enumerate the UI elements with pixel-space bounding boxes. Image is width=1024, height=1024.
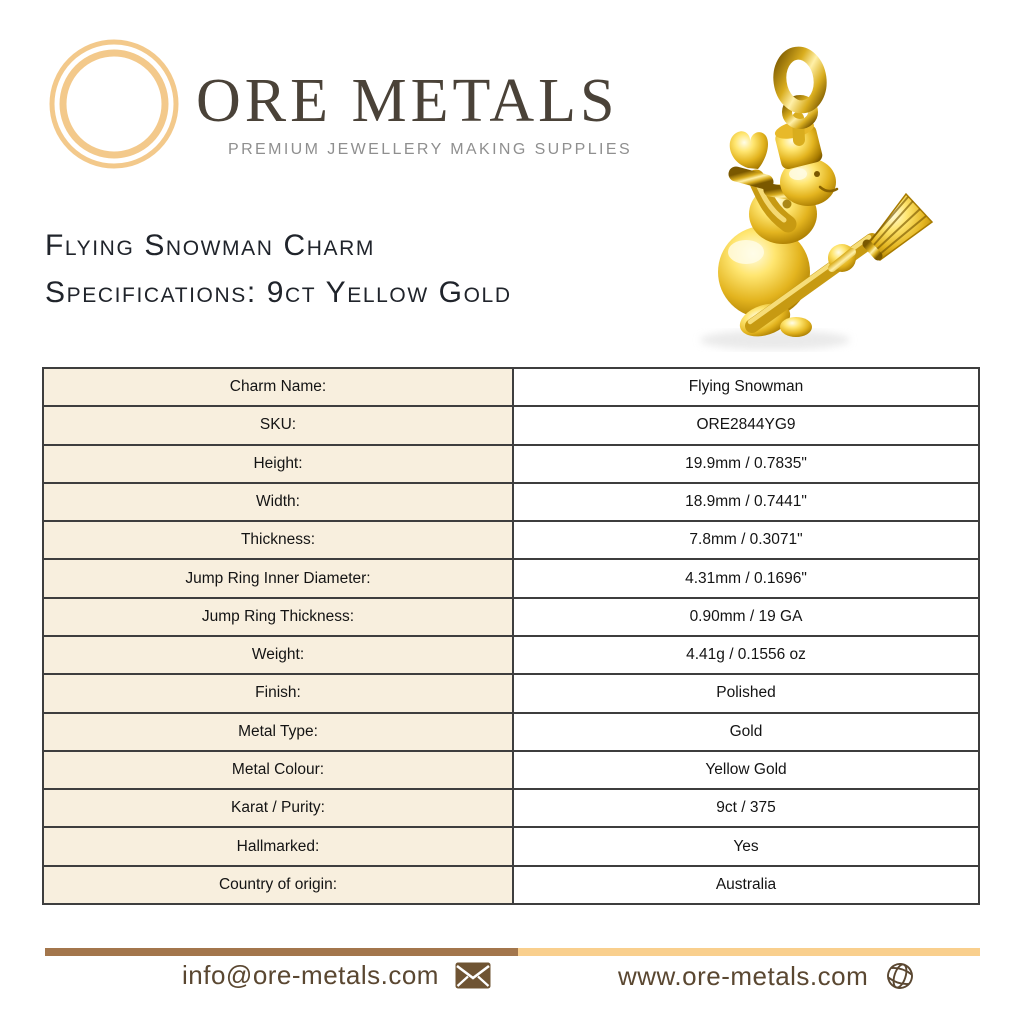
spec-label: Metal Type:: [43, 713, 513, 751]
spec-value: Polished: [513, 674, 979, 712]
globe-icon: [884, 960, 916, 992]
envelope-icon: [455, 962, 491, 989]
footer-divider-left: [45, 948, 518, 956]
table-row: [43, 713, 979, 751]
product-title-line1: Flying Snowman Charm: [45, 229, 375, 262]
photo-shadow: [700, 330, 850, 350]
table-row: [43, 559, 979, 597]
spec-label: Jump Ring Thickness:: [43, 598, 513, 636]
table-row: [43, 751, 979, 789]
product-title: [45, 222, 512, 316]
spec-label: Metal Colour:: [43, 751, 513, 789]
spec-label: Thickness:: [43, 521, 513, 559]
spec-label: Karat / Purity:: [43, 789, 513, 827]
brand-tagline: PREMIUM JEWELLERY MAKING SUPPLIES: [228, 141, 633, 158]
product-title-line2: Specifications: 9ct Yellow Gold: [45, 276, 512, 309]
spec-table: [42, 367, 980, 905]
table-row: [43, 827, 979, 865]
spec-label: Country of origin:: [43, 866, 513, 904]
spec-label: Jump Ring Inner Diameter:: [43, 559, 513, 597]
table-row: [43, 406, 979, 444]
charm-product-photo: [670, 28, 970, 358]
spec-value: 0.90mm / 19 GA: [513, 598, 979, 636]
website-link[interactable]: www.ore-metals.com: [618, 960, 869, 991]
spec-value: Gold: [513, 713, 979, 751]
footer-divider: [45, 948, 980, 956]
spec-value: 18.9mm / 0.7441": [513, 483, 979, 521]
spec-label: Width:: [43, 483, 513, 521]
spec-value: Yes: [513, 827, 979, 865]
table-row: [43, 445, 979, 483]
spec-value: 19.9mm / 0.7835": [513, 445, 979, 483]
spec-label: Finish:: [43, 674, 513, 712]
spec-value: ORE2844YG9: [513, 406, 979, 444]
table-row: [43, 598, 979, 636]
table-row: [43, 674, 979, 712]
brand-logo-rings: [48, 38, 180, 170]
table-row: [43, 368, 979, 406]
table-row: [43, 483, 979, 521]
spec-label: Height:: [43, 445, 513, 483]
table-row: [43, 636, 979, 674]
brand-name: ORE METALS: [196, 67, 619, 135]
spec-value: 7.8mm / 0.3071": [513, 521, 979, 559]
spec-value: Australia: [513, 866, 979, 904]
spec-value: Yellow Gold: [513, 751, 979, 789]
footer-email-group: [182, 960, 491, 991]
spec-label: Charm Name:: [43, 368, 513, 406]
spec-label: Weight:: [43, 636, 513, 674]
table-row: [43, 866, 979, 904]
footer-divider-right: [518, 948, 980, 956]
spec-value: 9ct / 375: [513, 789, 979, 827]
spec-label: SKU:: [43, 406, 513, 444]
table-row: [43, 789, 979, 827]
broom-bristles: [867, 194, 932, 260]
spec-value: Flying Snowman: [513, 368, 979, 406]
spec-value: 4.41g / 0.1556 oz: [513, 636, 979, 674]
spec-value: 4.31mm / 0.1696": [513, 559, 979, 597]
email-link[interactable]: info@ore-metals.com: [182, 960, 439, 990]
table-row: [43, 521, 979, 559]
footer-website-group: [618, 960, 916, 992]
spec-label: Hallmarked:: [43, 827, 513, 865]
